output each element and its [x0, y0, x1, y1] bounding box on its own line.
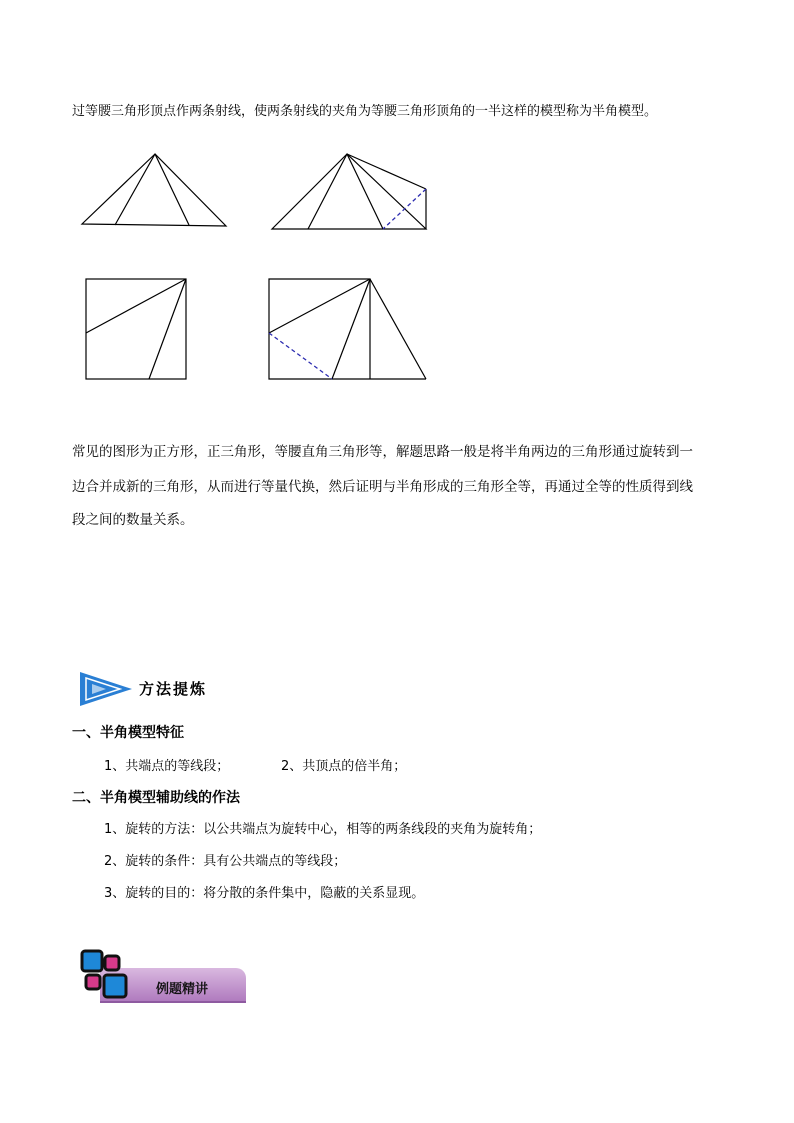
figure-isosceles-triangle	[82, 154, 226, 226]
figure-isosceles-triangle-rotated	[272, 154, 426, 229]
section2-heading: 二、半角模型辅助线的作法	[72, 790, 240, 806]
half-angle-figures	[0, 0, 794, 420]
para-line-1: 常见的图形为正方形，正三角形，等腰直角三角形等，解题思路一般是将半角两边的三角形通过旋转到一	[72, 444, 693, 460]
figure-square	[86, 279, 186, 379]
dashed-aux-line-2	[269, 333, 332, 379]
figure-square-rotated	[269, 279, 426, 379]
intro-text: 过等腰三角形顶点作两条射线，使两条射线的夹角为等腰三角形顶角的一半这样的模型称为半角模型。	[72, 104, 658, 119]
section2-item2: 2、旋转的条件：具有公共端点的等线段；	[104, 854, 347, 869]
method-banner-title: 方法提炼	[139, 680, 208, 698]
example-banner-title: 例题精讲	[156, 982, 209, 997]
para-line-3: 段之间的数量关系。	[72, 512, 194, 528]
section2-item1: 1、旋转的方法：以公共端点为旋转中心，相等的两条线段的夹角为旋转角；	[104, 822, 542, 837]
para-line-2: 边合并成新的三角形，从而进行等量代换，然后证明与半角形成的三角形全等，再通过全等的性质得到线	[72, 479, 693, 495]
section1-item1: 1、共端点的等线段；	[104, 759, 230, 774]
section2-item3: 3、旋转的目的：将分散的条件集中，隐蔽的关系显现。	[104, 886, 425, 901]
section1-heading: 一、半角模型特征	[72, 725, 184, 741]
section1-item2: 2、共顶点的倍半角；	[281, 759, 407, 774]
